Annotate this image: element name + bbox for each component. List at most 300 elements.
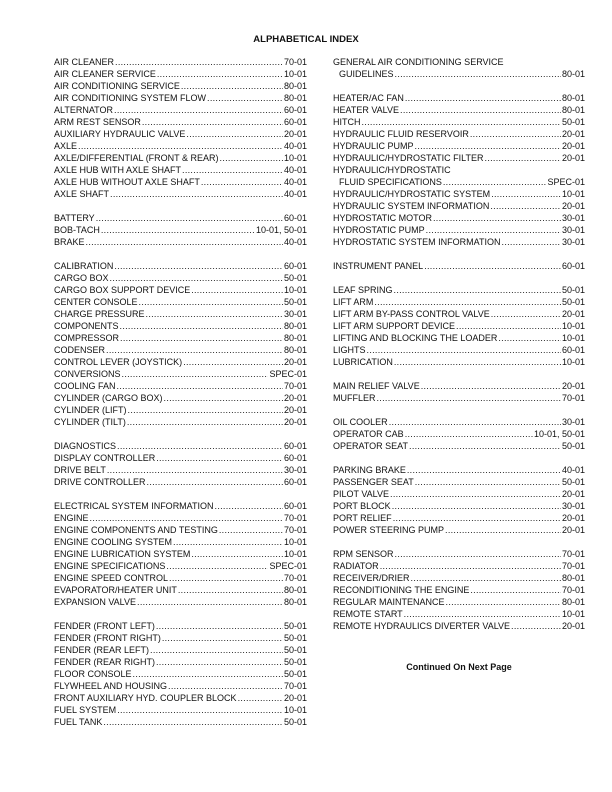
- index-entry: [333, 500, 585, 512]
- dot-leader: [219, 524, 283, 536]
- entry-page: 80-01: [283, 597, 307, 607]
- entry-title: OPERATOR SEAT: [333, 441, 409, 451]
- entry-page: 20-01: [561, 141, 585, 151]
- dot-leader: [409, 440, 561, 452]
- entry-title: HYDRAULIC/HYDROSTATIC: [333, 165, 451, 175]
- dot-leader: [491, 188, 561, 200]
- entry-title: DRIVE CONTROLLER: [54, 477, 146, 487]
- index-entry: [54, 452, 307, 464]
- entry-title: HITCH: [333, 117, 361, 127]
- entry-page: SPEC-01: [547, 177, 585, 187]
- index-entry: [54, 572, 307, 584]
- dot-leader: [407, 464, 561, 476]
- index-entry: [54, 296, 307, 308]
- index-entry: [333, 488, 585, 500]
- entry-page: 50-01: [283, 621, 307, 631]
- dot-leader: [139, 296, 283, 308]
- dot-leader: [374, 296, 561, 308]
- entry-title: COMPRESSOR: [54, 333, 120, 343]
- dot-leader: [106, 344, 283, 356]
- continued-note: Continued On Next Page: [406, 662, 512, 672]
- entry-page: 30-01: [561, 213, 585, 223]
- dot-leader: [191, 548, 283, 560]
- entry-page: 40-01: [561, 465, 585, 475]
- entry-title: RADIATOR: [333, 561, 379, 571]
- entry-page: 50-01: [283, 633, 307, 643]
- entry-title: ENGINE SPECIFICATIONS: [54, 561, 166, 571]
- index-entry: [333, 608, 585, 620]
- dot-leader: [220, 152, 283, 164]
- entry-page: 50-01: [283, 657, 307, 667]
- entry-title: LUBRICATION: [333, 357, 393, 367]
- dot-leader: [238, 692, 283, 704]
- index-entry: [333, 572, 585, 584]
- entry-title: AIR CONDITIONING SERVICE: [54, 81, 180, 91]
- entry-title: POWER STEERING PUMP: [333, 525, 445, 535]
- index-entry: [54, 92, 307, 104]
- entry-page: 10-01: [561, 321, 585, 331]
- dot-leader: [411, 572, 561, 584]
- index-entry: [54, 548, 307, 560]
- index-entry: [54, 524, 307, 536]
- index-entry: [54, 272, 307, 284]
- entry-title: FENDER (REAR LEFT): [54, 645, 150, 655]
- entry-title: LIFT ARM SUPPORT DEVICE: [333, 321, 456, 331]
- index-group: [54, 440, 307, 488]
- index-entry: [333, 176, 585, 188]
- entry-title: CYLINDER (CARGO BOX): [54, 393, 163, 403]
- entry-page: 60-01: [283, 261, 307, 271]
- entry-page: 20-01: [561, 525, 585, 535]
- entry-title: PILOT VALVE: [333, 489, 390, 499]
- entry-page: 80-01: [283, 81, 307, 91]
- index-entry: [54, 500, 307, 512]
- dot-leader: [173, 536, 283, 548]
- entry-page: 20-01: [561, 621, 585, 631]
- index-entry: [333, 188, 585, 200]
- entry-title: AIR CONDITIONING SYSTEM FLOW: [54, 93, 207, 103]
- entry-title: ENGINE: [54, 513, 89, 523]
- entry-page: 50-01: [561, 477, 585, 487]
- entry-page: 70-01: [283, 513, 307, 523]
- index-entry: [333, 260, 585, 272]
- index-entry: [333, 68, 585, 80]
- index-entry: [54, 332, 307, 344]
- index-entry: [333, 200, 585, 212]
- index-entry: [54, 68, 307, 80]
- entry-title: DRIVE BELT: [54, 465, 106, 475]
- dot-leader: [181, 80, 283, 92]
- entry-page: 30-01: [283, 465, 307, 475]
- dot-leader: [114, 104, 283, 116]
- entry-title: EVAPORATOR/HEATER UNIT: [54, 585, 177, 595]
- entry-page: 80-01: [561, 105, 585, 115]
- index-entry: [333, 284, 585, 296]
- entry-page: 70-01: [561, 585, 585, 595]
- dot-leader: [394, 284, 561, 296]
- entry-page: 20-01: [283, 129, 307, 139]
- index-entry: [333, 392, 585, 404]
- dot-leader: [146, 308, 283, 320]
- entry-page: 60-01: [283, 213, 307, 223]
- entry-title: REMOTE HYDRAULICS DIVERTER VALVE: [333, 621, 511, 631]
- index-entry: [54, 440, 307, 452]
- entry-title: HYDRAULIC PUMP: [333, 141, 414, 151]
- index-entry: [54, 560, 307, 572]
- entry-page: 60-01: [283, 117, 307, 127]
- index-entry: [333, 152, 585, 164]
- dot-leader: [168, 680, 283, 692]
- dot-leader: [502, 236, 561, 248]
- dot-leader: [405, 428, 533, 440]
- entry-title: COMPONENTS: [54, 321, 119, 331]
- entry-page: 80-01: [283, 345, 307, 355]
- entry-page: 40-01: [283, 165, 307, 175]
- index-group: [54, 500, 307, 608]
- entry-page: 50-01: [283, 717, 307, 727]
- dot-leader: [182, 164, 283, 176]
- dot-leader: [400, 104, 561, 116]
- entry-page: 20-01: [561, 129, 585, 139]
- index-entry: [54, 380, 307, 392]
- dot-leader: [120, 320, 283, 332]
- dot-leader: [485, 152, 561, 164]
- index-entry: [333, 416, 585, 428]
- entry-title: REGULAR MAINTENANCE: [333, 597, 445, 607]
- index-entry: [54, 344, 307, 356]
- index-entry: [54, 680, 307, 692]
- dot-leader: [421, 380, 561, 392]
- entry-page: 40-01: [283, 189, 307, 199]
- entry-title: LIFT ARM BY-PASS CONTROL VALVE: [333, 309, 490, 319]
- entry-title: DISPLAY CONTROLLER: [54, 453, 156, 463]
- index-entry: [54, 596, 307, 608]
- entry-title: CARGO BOX SUPPORT DEVICE: [54, 285, 191, 295]
- entry-page: 60-01: [283, 441, 307, 451]
- entry-title: BRAKE: [54, 237, 85, 247]
- entry-page: 20-01: [283, 693, 307, 703]
- dot-leader: [433, 212, 561, 224]
- index-entry: [333, 380, 585, 392]
- dot-leader: [156, 656, 283, 668]
- dot-leader: [511, 620, 561, 632]
- entry-title: HEATER/AC FAN: [333, 93, 404, 103]
- entry-title: HYDROSTATIC MOTOR: [333, 213, 432, 223]
- page-title: ALPHABETICAL INDEX: [253, 34, 359, 45]
- dot-leader: [395, 548, 561, 560]
- entry-title: LIFT ARM: [333, 297, 374, 307]
- entry-title: ALTERNATOR: [54, 105, 114, 115]
- index-entry: [333, 128, 585, 140]
- entry-page: 30-01: [283, 309, 307, 319]
- dot-leader: [115, 56, 283, 68]
- entry-page: 20-01: [561, 489, 585, 499]
- entry-title: RECONDITIONING THE ENGINE: [333, 585, 470, 595]
- dot-leader: [394, 356, 561, 368]
- entry-title: HYDROSTATIC SYSTEM INFORMATION: [333, 237, 501, 247]
- entry-page: 30-01: [561, 237, 585, 247]
- entry-page: 50-01: [561, 441, 585, 451]
- dot-leader: [142, 116, 283, 128]
- index-entry: [54, 704, 307, 716]
- index-entry: [333, 116, 585, 128]
- entry-page: 40-01: [283, 141, 307, 151]
- entry-page: 80-01: [561, 597, 585, 607]
- entry-title: FENDER (FRONT RIGHT): [54, 633, 161, 643]
- index-entry: [54, 404, 307, 416]
- index-group: [333, 548, 585, 632]
- index-entry: [54, 692, 307, 704]
- entry-title: AIR CLEANER SERVICE: [54, 69, 156, 79]
- entry-page: 20-01: [283, 393, 307, 403]
- entry-title: HYDRAULIC SYSTEM INFORMATION: [333, 201, 490, 211]
- dot-leader: [150, 644, 283, 656]
- entry-title: LEAF SPRING: [333, 285, 393, 295]
- index-group: [333, 380, 585, 404]
- dot-leader: [393, 512, 561, 524]
- entry-page: 10-01: [283, 285, 307, 295]
- dot-leader: [390, 488, 561, 500]
- entry-page: 70-01: [283, 573, 307, 583]
- index-entry: [333, 104, 585, 116]
- dot-leader: [103, 716, 283, 728]
- dot-leader: [110, 188, 283, 200]
- dot-leader: [169, 572, 283, 584]
- entry-page: 10-01: [283, 537, 307, 547]
- index-entry: [333, 236, 585, 248]
- index-entry: [54, 80, 307, 92]
- index-entry: [333, 92, 585, 104]
- entry-page: 20-01: [561, 513, 585, 523]
- index-entry: [54, 716, 307, 728]
- index-entry: [54, 368, 307, 380]
- entry-title: AXLE HUB WITH AXLE SHAFT: [54, 165, 182, 175]
- entry-page: 80-01: [283, 321, 307, 331]
- entry-title: OPERATOR CAB: [333, 429, 404, 439]
- index-entry: [54, 308, 307, 320]
- index-entry: [54, 56, 307, 68]
- entry-title: AXLE: [54, 141, 78, 151]
- entry-page: 80-01: [561, 69, 585, 79]
- entry-page: 20-01: [561, 309, 585, 319]
- entry-page: 70-01: [283, 381, 307, 391]
- index-entry: [333, 524, 585, 536]
- entry-page: 30-01: [561, 417, 585, 427]
- dot-leader: [96, 212, 283, 224]
- entry-page: 30-01: [561, 501, 585, 511]
- entry-page: 40-01: [283, 237, 307, 247]
- dot-leader: [120, 332, 283, 344]
- dot-leader: [490, 200, 561, 212]
- dot-leader: [127, 416, 283, 428]
- index-entry: [333, 512, 585, 524]
- index-group: [333, 56, 585, 80]
- entry-title: ENGINE COOLING SYSTEM: [54, 537, 173, 547]
- entry-title: HYDRAULIC FLUID RESERVOIR: [333, 129, 469, 139]
- dot-leader: [191, 284, 283, 296]
- index-entry: [333, 296, 585, 308]
- entry-page: 80-01: [561, 93, 585, 103]
- index-group: [333, 92, 585, 248]
- index-entry: [54, 260, 307, 272]
- dot-leader: [178, 584, 283, 596]
- dot-leader: [122, 368, 269, 380]
- index-entry: [333, 548, 585, 560]
- index-entry: [54, 128, 307, 140]
- entry-title: FLOOR CONSOLE: [54, 669, 132, 679]
- entry-page: 50-01: [561, 285, 585, 295]
- entry-title: INSTRUMENT PANEL: [333, 261, 424, 271]
- index-entry: [333, 464, 585, 476]
- entry-title: AXLE HUB WITHOUT AXLE SHAFT: [54, 177, 200, 187]
- entry-title: OIL COOLER: [333, 417, 388, 427]
- entry-title: CHARGE PRESSURE: [54, 309, 145, 319]
- dot-leader: [470, 584, 561, 596]
- index-entry: [333, 140, 585, 152]
- entry-page: 10-01: [561, 609, 585, 619]
- entry-page: 60-01: [283, 501, 307, 511]
- entry-page: 10-01, 50-01: [255, 225, 307, 235]
- entry-title: AXLE/DIFFERENTIAL (FRONT & REAR): [54, 153, 219, 163]
- entry-title: ELECTRICAL SYSTEM INFORMATION: [54, 501, 214, 511]
- entry-page: 10-01: [561, 189, 585, 199]
- index-entry: [333, 308, 585, 320]
- entry-title: AXLE SHAFT: [54, 189, 110, 199]
- index-entry: [333, 440, 585, 452]
- dot-leader: [395, 68, 561, 80]
- entry-page: 30-01: [561, 225, 585, 235]
- entry-page: 40-01: [283, 177, 307, 187]
- entry-page: 80-01: [283, 333, 307, 343]
- entry-title: HYDRAULIC/HYDROSTATIC FILTER: [333, 153, 484, 163]
- index-group: [54, 260, 307, 428]
- index-entry: [54, 140, 307, 152]
- entry-page: 50-01: [283, 669, 307, 679]
- entry-title: BOB-TACH: [54, 225, 100, 235]
- dot-leader: [207, 92, 283, 104]
- index-group: [333, 416, 585, 452]
- entry-title: AUXILIARY HYDRAULIC VALVE: [54, 129, 186, 139]
- index-entry: [54, 356, 307, 368]
- entry-title: EXPANSION VALVE: [54, 597, 137, 607]
- dot-leader: [456, 320, 561, 332]
- index-entry: [54, 644, 307, 656]
- dot-leader: [491, 308, 561, 320]
- dot-leader: [157, 68, 283, 80]
- dot-leader: [498, 332, 561, 344]
- entry-page: 10-01: [561, 333, 585, 343]
- index-entry: [54, 188, 307, 200]
- entry-page: 20-01: [561, 153, 585, 163]
- entry-title: CODENSER: [54, 345, 106, 355]
- entry-page: 20-01: [561, 381, 585, 391]
- index-entry: [54, 320, 307, 332]
- entry-page: 60-01: [283, 453, 307, 463]
- index-entry: [54, 620, 307, 632]
- dot-leader: [164, 392, 283, 404]
- index-entry: [54, 536, 307, 548]
- dot-leader: [147, 476, 283, 488]
- index-group: [333, 464, 585, 536]
- entry-title: CENTER CONSOLE: [54, 297, 138, 307]
- entry-title: ENGINE COMPONENTS AND TESTING: [54, 525, 218, 535]
- index-entry: [333, 356, 585, 368]
- index-group: [333, 284, 585, 368]
- entry-page: 20-01: [283, 357, 307, 367]
- dot-leader: [404, 608, 561, 620]
- entry-page: 50-01: [283, 645, 307, 655]
- index-entry: [333, 344, 585, 356]
- entry-page: 70-01: [283, 525, 307, 535]
- dot-leader: [470, 128, 561, 140]
- dot-leader: [424, 260, 561, 272]
- dot-leader: [101, 224, 255, 236]
- entry-page: SPEC-01: [269, 561, 307, 571]
- index-entry: [54, 476, 307, 488]
- index-entry: [333, 332, 585, 344]
- dot-leader: [415, 476, 561, 488]
- dot-leader: [446, 596, 561, 608]
- entry-title: RPM SENSOR: [333, 549, 394, 559]
- entry-page: 60-01: [561, 345, 585, 355]
- entry-title: FENDER (REAR RIGHT): [54, 657, 155, 667]
- index-column-right: [333, 56, 585, 644]
- index-entry: [54, 392, 307, 404]
- entry-title: GENERAL AIR CONDITIONING SERVICE: [333, 57, 504, 67]
- dot-leader: [367, 344, 561, 356]
- index-entry: [54, 632, 307, 644]
- entry-page: 50-01: [561, 117, 585, 127]
- entry-page: 20-01: [561, 201, 585, 211]
- entry-title: CONTROL LEVER (JOYSTICK): [54, 357, 183, 367]
- index-entry: [54, 236, 307, 248]
- entry-page: 70-01: [561, 561, 585, 571]
- index-entry: [333, 560, 585, 572]
- dot-leader: [389, 416, 561, 428]
- index-group: [54, 620, 307, 728]
- dot-leader: [162, 632, 283, 644]
- dot-leader: [183, 356, 283, 368]
- dot-leader: [377, 392, 561, 404]
- entry-title: CYLINDER (LIFT): [54, 405, 127, 415]
- entry-title: PARKING BRAKE: [333, 465, 406, 475]
- entry-title: FUEL TANK: [54, 717, 103, 727]
- entry-title: HYDRAULIC/HYDROSTATIC SYSTEM: [333, 189, 491, 199]
- index-group: [54, 212, 307, 248]
- dot-leader: [392, 500, 561, 512]
- dot-leader: [186, 128, 283, 140]
- index-entry: [54, 116, 307, 128]
- entry-title: CARGO BOX: [54, 273, 109, 283]
- dot-leader: [128, 404, 283, 416]
- dot-leader: [86, 236, 283, 248]
- entry-page: 50-01: [283, 297, 307, 307]
- entry-title: HYDROSTATIC PUMP: [333, 225, 425, 235]
- entry-title: BATTERY: [54, 213, 95, 223]
- entry-title: HEATER VALVE: [333, 105, 400, 115]
- entry-title: LIGHTS: [333, 345, 366, 355]
- entry-page: 10-01: [283, 153, 307, 163]
- entry-title: PORT BLOCK: [333, 501, 391, 511]
- index-column-left: [54, 56, 307, 740]
- dot-leader: [110, 272, 283, 284]
- index-entry: [54, 512, 307, 524]
- entry-page: 80-01: [283, 585, 307, 595]
- entry-title: CONVERSIONS: [54, 369, 121, 379]
- entry-page: 70-01: [561, 393, 585, 403]
- index-entry: [333, 596, 585, 608]
- dot-leader: [426, 224, 561, 236]
